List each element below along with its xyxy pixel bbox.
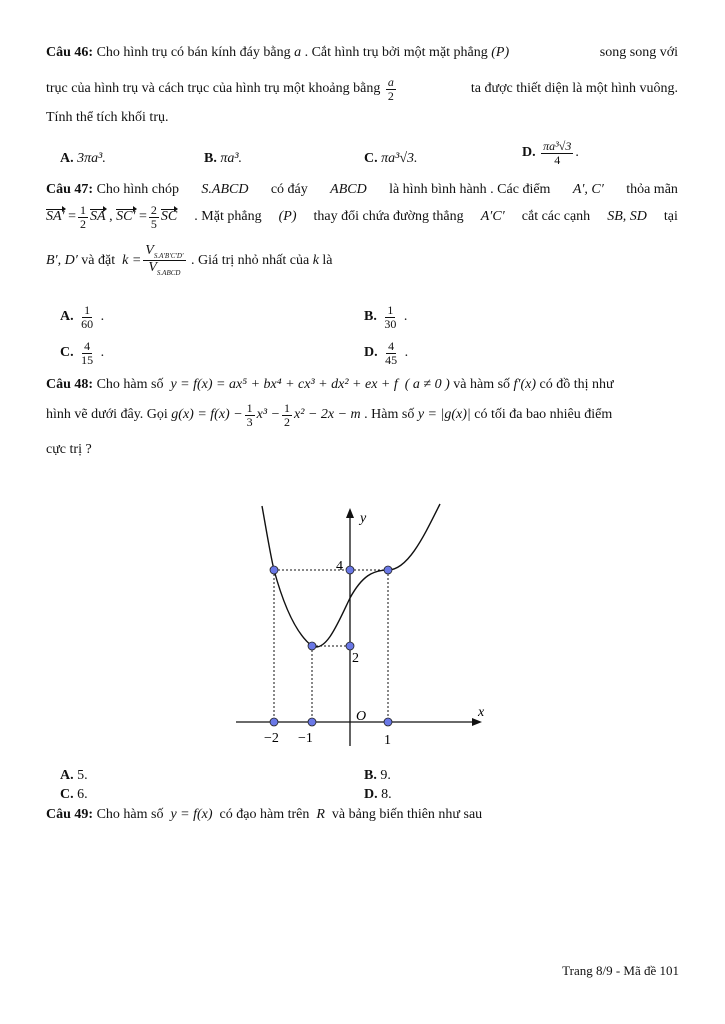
- q47-option-b[interactable]: B. $\frac{1}{30}$ .: [364, 303, 408, 331]
- q46-option-c[interactable]: C. πa³√3.: [364, 151, 418, 166]
- q46-label: Câu 46:: [46, 45, 94, 60]
- derivative-graph: [228, 498, 490, 750]
- q48-line2: hình vẽ dưới đây. Gọi g(x) = f(x) − $\frac{1}{3}$ x³ − $\frac{1}{2}$ x² − 2x − m . Hàm số y = |g(x)| có tối đa bao nhiêu điểm: [46, 401, 613, 429]
- q47-line1: Câu 47: Cho hình chóp S.ABCD có đáy ABCD là hình bình hành . Các điểm A′, C′ thỏa mãn: [46, 182, 678, 197]
- guide-lines: [274, 570, 388, 722]
- q47-option-a[interactable]: A. $\frac{1}{60}$ .: [60, 303, 105, 331]
- point-1-0: [384, 718, 392, 726]
- q49-line1: Câu 49: Cho hàm số y = f(x) có đạo hàm trên R và bảng biến thiên như sau: [46, 807, 483, 822]
- tick-label-x1: 1: [384, 733, 391, 748]
- q46-line1: Câu 46: Cho hình trụ có bán kính đáy bằng a . Cắt hình trụ bởi một mặt phẳng (P) song song với: [46, 45, 678, 60]
- q48-line1: Câu 48: Cho hàm số y = f(x) = ax⁵ + bx⁴ + cx³ + dx² + ex + f ( a ≠ 0 ) và hàm số f′(x) có đồ thị như: [46, 377, 614, 392]
- q48-label: Câu 48:: [46, 377, 94, 392]
- point-m1-0: [308, 718, 316, 726]
- tick-label-xm2: −2: [264, 731, 279, 746]
- q48-line3: cực trị ?: [46, 442, 92, 457]
- q47-option-c[interactable]: C. $\frac{4}{15}$ .: [60, 339, 105, 367]
- y-axis-label: y: [360, 511, 367, 526]
- point-1-4: [384, 566, 392, 574]
- q49-label: Câu 49:: [46, 807, 94, 822]
- point-m2-0: [270, 718, 278, 726]
- x-axis-label: x: [478, 705, 485, 720]
- q47-line3: B′, D′ và đặt k = $\frac{V_{S.A'B'C'D'}}{V_{S.ABCD}}$ . Giá trị nhỏ nhất của k là: [46, 243, 333, 277]
- fprime-curve: [262, 504, 440, 647]
- page-footer: Trang 8/9 - Mã đề 101: [562, 963, 679, 978]
- point-0-4: [346, 566, 354, 574]
- q48-option-b[interactable]: B. 9.: [364, 768, 391, 783]
- q47-k-fraction: $\frac{V_{S.A'B'C'D'}}{V_{S.ABCD}}$: [145, 243, 184, 277]
- tick-label-y4: 4: [336, 559, 343, 574]
- point-m1-2: [308, 642, 316, 650]
- q47-line2: SA′ = $\frac{1}{2}$ SA , SC′ = $\frac{2}{5}$ SC . Mặt phẳng (P) thay đổi chứa đường thẳng A′C′ cắt các cạnh SB, SD tại: [46, 203, 678, 231]
- q46-option-d[interactable]: D. $\frac{\text{πa³√3}}{4}$ .: [522, 139, 579, 167]
- tick-label-xm1: −1: [298, 731, 313, 746]
- origin-label: O: [356, 709, 367, 724]
- q46-line2: trục của hình trụ và cách trục của hình trụ một khoảng bằng $\frac{a}{2}$ ta được thiết diện là một hình vuông.: [46, 75, 678, 103]
- q48-option-c[interactable]: C. 6.: [60, 787, 88, 802]
- q46-fraction: $\frac{a}{2}$: [387, 75, 394, 103]
- marked-points: [270, 566, 392, 726]
- q47-option-d[interactable]: D. $\frac{4}{45}$ .: [364, 339, 409, 367]
- y-axis-arrow: [346, 508, 354, 518]
- point-m2-4: [270, 566, 278, 574]
- point-0-2: [346, 642, 354, 650]
- tick-label-y2: 2: [352, 651, 359, 666]
- q46-line3: Tính thể tích khối trụ.: [46, 110, 169, 125]
- q47-label: Câu 47:: [46, 182, 94, 197]
- q48-option-d[interactable]: D. 8.: [364, 787, 392, 802]
- q46-option-a[interactable]: A. 3πa³.: [60, 151, 106, 166]
- q48-option-a[interactable]: A. 5.: [60, 768, 88, 783]
- q46-option-b[interactable]: B. πa³.: [204, 151, 243, 166]
